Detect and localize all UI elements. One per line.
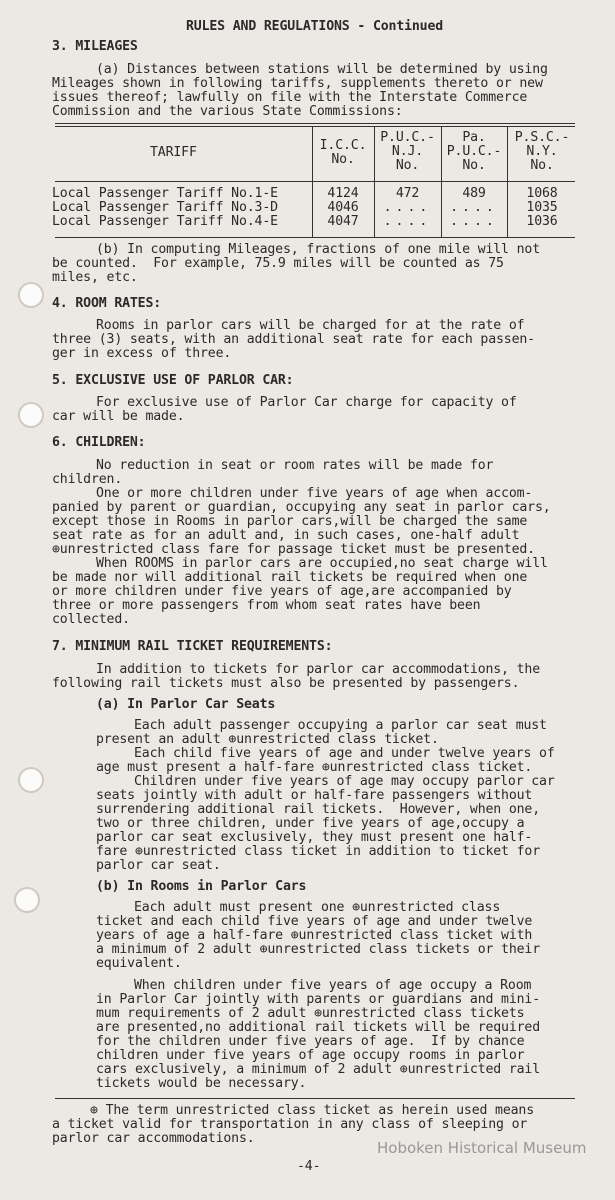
section-5-title: 5. EXCLUSIVE USE OF PARLOR CAR:	[52, 373, 294, 388]
s7-b-title: (b) In Rooms in Parlor Cars	[96, 879, 307, 894]
s6-line: When ROOMS in parlor cars are occupied,no seat charge will	[96, 556, 548, 571]
binder-hole	[18, 767, 44, 793]
s6-line: or more children under five years of age,are accompanied by	[52, 584, 512, 599]
s5-line: car will be made.	[52, 409, 185, 424]
icc-cell: 4046	[327, 200, 359, 215]
section-6-title: 6. CHILDREN:	[52, 435, 146, 450]
icc-cell: 4047	[327, 214, 359, 229]
s3-para-a-line: issues thereof; lawfully on file with the Interstate Commerce	[52, 90, 528, 105]
s3-para-b-line: be counted. For example, 75.9 miles will be counted as 75	[52, 256, 504, 271]
s3-para-b-line: (b) In computing Mileages, fractions of one mile will not	[96, 242, 541, 257]
s6-line: three or more passengers from whom seat rates have been	[52, 598, 481, 613]
s6-line: children.	[52, 472, 123, 487]
s7-b-line: When children under five years of age occupy a Room	[134, 978, 532, 993]
watermark: Hoboken Historical Museum	[377, 1139, 587, 1157]
s6-line: seat rate as for an adult and, in such cases, one-half adult	[52, 528, 520, 543]
s6-line: collected.	[52, 612, 130, 627]
s7-b-line: ticket and each child five years of age and under twelve	[96, 914, 533, 929]
s4-line: ger in excess of three.	[52, 346, 232, 361]
s7-b-line: Each adult must present one ⊕unrestricted class	[134, 900, 501, 915]
footnote-line: a ticket valid for transportation in any class of sleeping or	[52, 1117, 528, 1132]
s7-a-line: seats jointly with adult or half-fare passengers without	[96, 788, 533, 803]
puc-cell: ....	[383, 200, 432, 215]
s3-para-a-line: (a) Distances between stations will be determined by using	[96, 62, 548, 77]
table-header-puc: N.J.	[391, 144, 424, 159]
table-header-puc: No.	[395, 158, 420, 173]
table-header-psc: No.	[530, 158, 554, 173]
page-number: -4-	[297, 1159, 321, 1174]
s7-b-line: mum requirements of 2 adult ⊕unrestricted class tickets	[96, 1006, 525, 1021]
s7-b-line: are presented,no additional rail tickets will be required	[96, 1020, 541, 1035]
table-header-icc: No.	[331, 152, 355, 167]
s7-b-line: a minimum of 2 adult ⊕unrestricted class tickets or their	[96, 942, 541, 957]
s4-line: Rooms in parlor cars will be charged for at the rate of	[96, 318, 525, 333]
page-header: RULES AND REGULATIONS - Continued	[186, 19, 444, 34]
s7-a-line: surrendering additional rail tickets. However, when one,	[96, 802, 541, 817]
pa-cell: ....	[450, 214, 498, 229]
pa-cell: ....	[450, 200, 498, 215]
s7-b-line: years of age a half-fare ⊕unrestricted class ticket with	[96, 928, 533, 943]
pa-cell: 489	[462, 186, 486, 201]
icc-cell: 4124	[327, 186, 359, 201]
tariff-cell: Local Passenger Tariff No.3-D	[52, 200, 278, 215]
table-header-pa: P.U.C.-	[446, 144, 502, 159]
s7-b-line: for the children under five years of age. If by chance	[96, 1034, 525, 1049]
s3-para-a-line: Mileages shown in following tariffs, supplements thereto or new	[52, 76, 543, 91]
footnote-line: parlor car accommodations.	[52, 1131, 255, 1146]
puc-cell: ....	[383, 214, 432, 229]
binder-hole	[18, 282, 44, 308]
s3-para-a-line: Commission and the various State Commissions:	[52, 104, 403, 119]
s7-a-title: (a) In Parlor Car Seats	[96, 697, 276, 712]
s7-intro-line: In addition to tickets for parlor car accommodations, the	[96, 662, 541, 677]
s3-para-b-line: miles, etc.	[52, 270, 138, 285]
binder-hole	[14, 887, 40, 913]
s7-b-line: equivalent.	[96, 956, 182, 971]
section-3-title: 3. MILEAGES	[52, 39, 138, 54]
psc-cell: 1068	[526, 186, 558, 201]
table-header-psc: P.S.C.-	[514, 130, 570, 145]
s7-a-line: parlor car seat exclusively, they must present one half-	[96, 830, 533, 845]
s5-line: For exclusive use of Parlor Car charge for capacity of	[96, 395, 517, 410]
s7-a-line: two or three children, under five years of age,occupy a	[96, 816, 525, 831]
s6-line: One or more children under five years of age when accom-	[96, 486, 533, 501]
tariff-cell: Local Passenger Tariff No.4-E	[52, 214, 278, 229]
binder-hole	[18, 402, 44, 428]
table-header-psc: N.Y.	[526, 144, 558, 159]
s7-intro-line: following rail tickets must also be presented by passengers.	[52, 676, 520, 691]
s6-line: except those in Rooms in parlor cars,will be charged the same	[52, 514, 528, 529]
s7-a-line: Children under five years of age may occupy parlor car	[134, 774, 555, 789]
s7-a-line: age must present a half-fare ⊕unrestricted class ticket.	[96, 760, 533, 775]
psc-cell: 1036	[526, 214, 558, 229]
s6-line: be made nor will additional rail tickets be required when one	[52, 570, 528, 585]
s4-line: three (3) seats, with an additional seat rate for each passen-	[52, 332, 535, 347]
psc-cell: 1035	[526, 200, 558, 215]
table-header-puc: P.U.C.-	[380, 130, 435, 145]
s6-line: panied by parent or guardian, occupying any seat in parlor cars,	[52, 500, 551, 515]
s7-a-line: Each adult passenger occupying a parlor car seat must	[134, 718, 547, 733]
table-header-tariff: TARIFF	[150, 145, 197, 160]
table-header-pa: Pa.	[462, 130, 486, 145]
s7-b-line: in Parlor Car jointly with parents or guardians and mini-	[96, 992, 541, 1007]
tariff-cell: Local Passenger Tariff No.1-E	[52, 186, 278, 201]
s7-b-line: tickets would be necessary.	[96, 1076, 307, 1091]
footnote-divider	[55, 1098, 575, 1099]
s7-a-line: present an adult ⊕unrestricted class ticket.	[96, 732, 439, 747]
section-7-title: 7. MINIMUM RAIL TICKET REQUIREMENTS:	[52, 639, 333, 654]
section-4-title: 4. ROOM RATES:	[52, 296, 162, 311]
s7-b-line: cars exclusively, a minimum of 2 adult ⊕unrestricted rail	[96, 1062, 541, 1077]
footnote-line: ⊕ The term unrestricted class ticket as herein used means	[90, 1103, 535, 1118]
table-header-icc: I.C.C.	[319, 138, 367, 153]
puc-cell: 472	[395, 186, 420, 201]
s7-a-line: fare ⊕unrestricted class ticket in addition to ticket for	[96, 844, 541, 859]
s6-line: ⊕unrestricted class fare for passage ticket must be presented.	[52, 542, 535, 557]
table-header-pa: No.	[462, 158, 486, 173]
s6-line: No reduction in seat or room rates will be made for	[96, 458, 494, 473]
s7-a-line: Each child five years of age and under twelve years of	[134, 746, 555, 761]
s7-b-line: children under five years of age occupy rooms in parlor	[96, 1048, 525, 1063]
s7-a-line: parlor car seat.	[96, 858, 221, 873]
